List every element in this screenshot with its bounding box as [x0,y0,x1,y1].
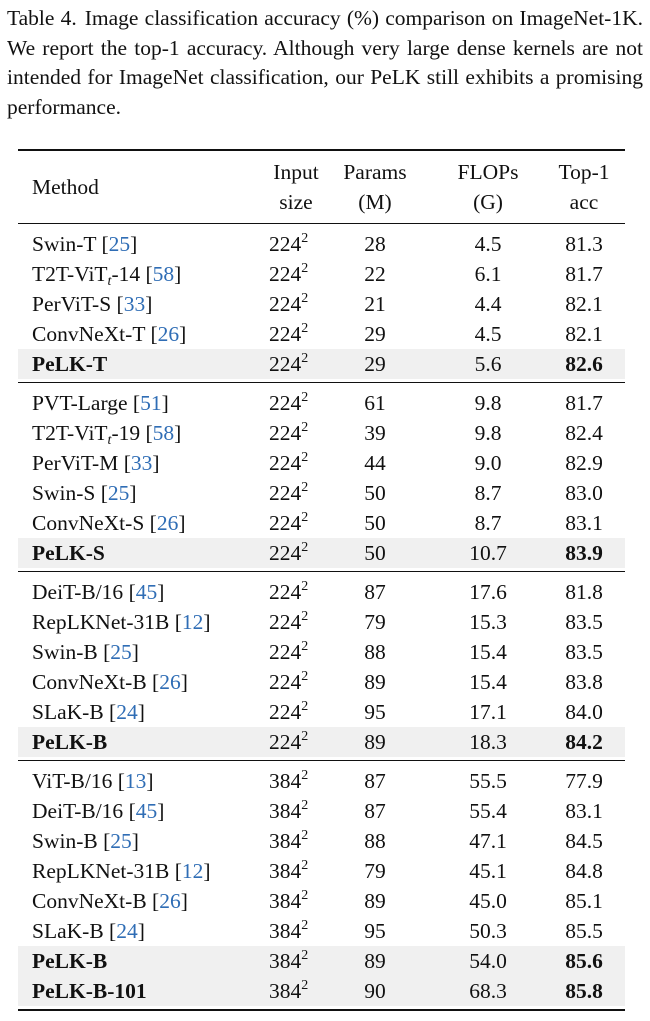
input-size-cell: $224^2$ [269,261,309,286]
input-size-cell: $224^2$ [269,669,309,694]
method-cell [32,946,107,976]
citation-link[interactable]: 58 [152,262,175,286]
method-name: PeLK-T [32,352,108,376]
method-subscript: t [107,274,112,289]
input-size-cell: $224^2$ [269,609,309,634]
input-size-cell: $224^2$ [269,699,309,724]
method-cell: ConvNeXt-S [26] [32,511,186,535]
input-size-cell: $224^2$ [269,450,309,475]
table-row: Swin-B [25] $224^2$ 88 15.4 83.5 [18,637,625,667]
method-name: PeLK-B [32,730,108,754]
method-cell: PVT-Large [51] [32,391,169,415]
citation-link[interactable]: 26 [159,670,181,694]
method-cell: Swin-T [25] [32,232,138,256]
method-cell: T2T-ViT$_t$-19 [58] [32,421,182,448]
citation-link[interactable]: 12 [181,859,204,883]
header-method: Method [32,175,99,199]
table-row: ConvNeXt-B [26] $384^2$ 89 45.0 85.1 [18,886,625,916]
method-suffix: -14 [111,262,141,286]
method-cell: SLaK-B [24] [32,919,145,943]
method-name: SLaK-B [32,700,104,724]
method-subscript: t [107,433,112,448]
header-input-size: Input size [273,160,319,214]
method-name: ConvNeXt-S [32,511,145,535]
method-name: DeiT-B/16 [32,580,124,604]
method-cell: ConvNeXt-B [26] [32,889,188,913]
row-group [18,224,625,382]
method-name: ConvNeXt-B [32,889,147,913]
header-flops: FLOPs (G) [457,160,519,214]
input-size-cell: $224^2$ [269,231,309,256]
table-row: PeLK-B-101 $384^2$ 90 68.3 85.8 [18,976,625,1006]
method-name: RepLKNet-31B [32,859,170,883]
citation-link[interactable]: 26 [157,322,180,346]
method-cell: Swin-B [25] [32,640,139,664]
table-row: T2T-ViT$_t$-19 [58] $224^2$ 39 9.8 82.4 [32,420,603,448]
table-row: ConvNeXt-B [26] $224^2$ 89 15.4 83.8 [18,667,625,697]
table-row: Swin-T [25] $224^2$ 28 4.5 81.3 [18,229,625,259]
method-cell [32,349,107,379]
table-row: SLaK-B [24] $224^2$ 95 17.1 84.0 [18,697,625,727]
table-row: ViT-B/16 [13] $384^2$ 87 55.5 77.9 [18,766,625,796]
input-size-cell: $224^2$ [269,510,309,535]
citation-link[interactable]: 58 [152,421,175,445]
method-name: Swin-B [32,640,98,664]
input-size-cell: $224^2$ [269,420,309,445]
method-name: DeiT-B/16 [32,799,124,823]
citation-link[interactable]: 25 [110,640,132,664]
input-size-cell: $224^2$ [269,291,309,316]
table-bottom-rule [18,1009,625,1011]
table-row: DeiT-B/16 [45] $384^2$ 87 55.4 83.1 [18,796,625,826]
method-name: PerViT-M [32,451,119,475]
method-suffix: -19 [111,421,141,445]
input-size-cell: $384^2$ [269,888,309,913]
citation-link[interactable]: 33 [123,292,146,316]
method-name: PeLK-B [32,949,108,973]
method-name: ViT-B/16 [32,769,113,793]
input-size-cell: $384^2$ [269,768,309,793]
method-name: ConvNeXt-T [32,322,146,346]
header-params: Params (M) [343,160,407,214]
citation-link[interactable]: 24 [116,700,138,724]
table-row: PerViT-M [33] $224^2$ 44 9.0 82.9 [18,448,625,478]
input-size-cell: $384^2$ [269,828,309,853]
citation-link[interactable]: 51 [140,391,162,415]
table-caption [7,4,643,122]
table-header [18,151,625,223]
header-top1-acc: Top-1 acc [558,160,610,214]
method-name: T2T-ViT [32,262,108,286]
table-row: RepLKNet-31B [12] $224^2$ 79 15.3 83.5 [18,607,625,637]
table-row: Swin-S [25] $224^2$ 50 8.7 83.0 [18,478,625,508]
citation-link[interactable]: 45 [135,799,158,823]
row-group [18,383,625,571]
table-body [18,224,625,1009]
method-name: PeLK-S [32,541,105,565]
table-row: PeLK-B $224^2$ 89 18.3 84.2 [18,727,625,757]
method-name: SLaK-B [32,919,104,943]
row-group [18,572,625,760]
input-size-cell: $384^2$ [269,798,309,823]
input-size-cell: $224^2$ [269,579,309,604]
input-size-cell: $384^2$ [269,978,309,1003]
method-cell [32,538,105,568]
method-name: PVT-Large [32,391,128,415]
method-cell: SLaK-B [24] [32,700,145,724]
method-name: PerViT-S [32,292,112,316]
method-name: T2T-ViT [32,421,108,445]
results-table [18,149,625,1011]
citation-link[interactable]: 33 [130,451,153,475]
citation-link[interactable]: 25 [108,232,131,256]
method-name: Swin-T [32,232,97,256]
input-size-cell: $224^2$ [269,390,309,415]
table-row: PeLK-S $224^2$ 50 10.7 83.9 [18,538,625,568]
method-name: PeLK-B-101 [32,979,147,1003]
citation-link[interactable]: 25 [107,481,130,505]
input-size-cell: $224^2$ [269,540,309,565]
method-cell: Swin-S [25] [32,481,137,505]
method-cell: ConvNeXt-T [26] [32,322,187,346]
method-name: ConvNeXt-B [32,670,147,694]
method-cell: RepLKNet-31B [12] [32,610,211,634]
citation-link[interactable]: 24 [116,919,138,943]
method-cell: T2T-ViT$_t$-14 [58] [32,262,182,289]
method-cell: ConvNeXt-B [26] [32,670,188,694]
table-row: ConvNeXt-S [26] $224^2$ 50 8.7 83.1 [18,508,625,538]
method-cell: PerViT-M [33] [32,451,160,475]
method-cell: DeiT-B/16 [45] [32,799,165,823]
citation-link[interactable]: 45 [135,580,158,604]
caption-label: Table 4. [7,6,77,30]
input-size-cell: $224^2$ [269,321,309,346]
citation-link[interactable]: 26 [159,889,181,913]
method-name: RepLKNet-31B [32,610,170,634]
method-cell: Swin-B [25] [32,829,139,853]
input-size-cell: $384^2$ [269,918,309,943]
method-cell: DeiT-B/16 [45] [32,580,165,604]
table-row: PVT-Large [51] $224^2$ 61 9.8 81.7 [18,388,625,418]
caption-text: Image classification accuracy (%) comparison on ImageNet-1K. We report the top-1 accuracy. Although very large dense kernels are not intended for ImageNet classification, our PeLK still exhibits a promising performance. [7,6,643,119]
input-size-cell: $224^2$ [269,351,309,376]
input-size-cell: $384^2$ [269,948,309,973]
method-name: Swin-B [32,829,98,853]
method-cell [32,727,107,757]
table-row: SLaK-B [24] $384^2$ 95 50.3 85.5 [18,916,625,946]
citation-link[interactable]: 13 [124,769,147,793]
method-cell: RepLKNet-31B [12] [32,859,211,883]
row-group [18,761,625,1009]
table-row: T2T-ViT$_t$-14 [58] $224^2$ 22 6.1 81.7 [32,261,603,289]
table-row: PeLK-T $224^2$ 29 5.6 82.6 [18,349,625,379]
table-row: ConvNeXt-T [26] $224^2$ 29 4.5 82.1 [18,319,625,349]
input-size-cell: $224^2$ [269,729,309,754]
citation-link[interactable]: 12 [181,610,204,634]
input-size-cell: $224^2$ [269,639,309,664]
method-cell [32,976,147,1006]
method-cell: PerViT-S [33] [32,292,153,316]
citation-link[interactable]: 25 [110,829,132,853]
method-name: Swin-S [32,481,96,505]
table-row: RepLKNet-31B [12] $384^2$ 79 45.1 84.8 [18,856,625,886]
input-size-cell: $224^2$ [269,480,309,505]
table-row: PerViT-S [33] $224^2$ 21 4.4 82.1 [18,289,625,319]
table-row: Swin-B [25] $384^2$ 88 47.1 84.5 [18,826,625,856]
input-size-cell: $384^2$ [269,858,309,883]
table-row: DeiT-B/16 [45] $224^2$ 87 17.6 81.8 [18,577,625,607]
table-row: PeLK-B $384^2$ 89 54.0 85.6 [18,946,625,976]
citation-link[interactable]: 26 [156,511,179,535]
method-cell: ViT-B/16 [13] [32,769,154,793]
